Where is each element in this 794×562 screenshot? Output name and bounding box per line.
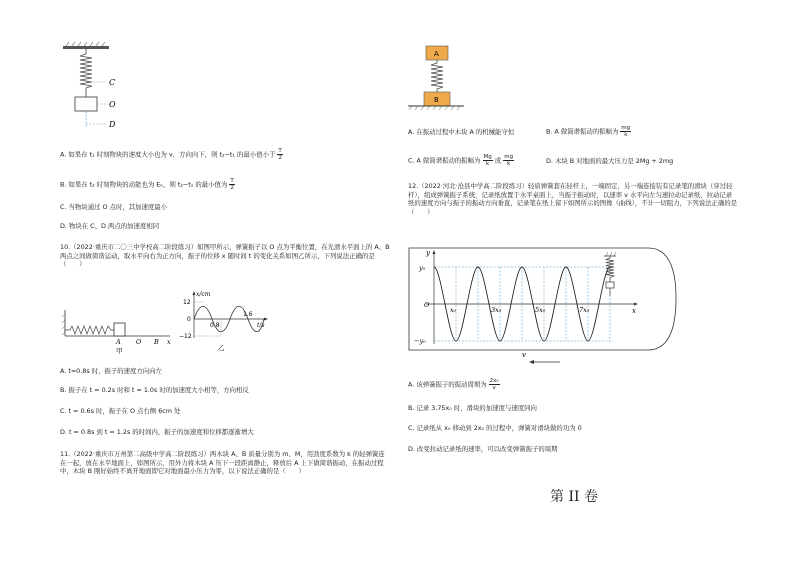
frac-den: k: [507, 161, 511, 167]
option-d-prev: D. 物块在 C、D 两点的加速度相同: [60, 222, 160, 230]
label-a: A: [116, 338, 121, 346]
option-text: A. 如果在 t₁ 时刻物块的速度大小也为 v，方向向下，则 t₂−t₁ 的最小值小于: [60, 150, 276, 159]
y-zero: 0: [187, 316, 191, 323]
frac-den: k: [486, 161, 490, 167]
q12-figure: [408, 246, 678, 364]
fraction: [277, 148, 282, 161]
frac-num: T: [278, 148, 282, 154]
q11-option-a: A. 在振动过程中木块 A 的机械能守恒: [408, 128, 515, 136]
label-x: x: [167, 338, 171, 346]
y-max: 12: [183, 299, 191, 306]
tick-3x0: 3x₀: [491, 306, 502, 314]
tick-5x0: 5x₀: [535, 306, 546, 314]
t-unit: t/s: [257, 322, 265, 329]
caption-jia: 甲: [116, 347, 123, 355]
fraction: [503, 154, 514, 167]
option-text: 或: [494, 156, 502, 165]
spring-coil: [80, 49, 92, 97]
label-a: A: [434, 50, 439, 58]
q10-option-b: B. 振子在 t = 0.2s 时和 t = 1.0s 时的加速度大小相等，方向相反: [60, 386, 249, 394]
q11-option-d: D. 木块 B 对地面的最大压力是 2Mg + 2mg: [546, 157, 674, 165]
frac-den: v: [492, 385, 496, 391]
fraction: [620, 125, 631, 138]
fraction: [229, 178, 234, 191]
q10-option-d: D. t = 0.8s 到 t = 1.2s 的时间内，振子的加速度和位移都逐渐增大: [60, 428, 254, 436]
label-neg-y0: −y₀: [414, 337, 426, 345]
q12-option-d: D. 改变拉动记录纸的速率，可以改变弹簧振子的周期: [408, 445, 558, 453]
q12-option-c: C. 记录纸从 x₀ 移动到 2x₀ 的过程中，弹簧对滑块做的功为 0: [408, 424, 582, 432]
fraction: [489, 378, 500, 391]
slider-pen: [606, 282, 614, 288]
label-c: C: [109, 78, 116, 87]
label-o: O: [424, 301, 430, 309]
option-a-prev: [60, 148, 283, 161]
spring-coil: [431, 60, 443, 92]
arrow-left-icon: [529, 360, 534, 364]
frac-num: T: [230, 178, 234, 184]
spring-figure-1: [58, 42, 178, 132]
ceiling: [63, 46, 109, 49]
q10-figure-a: [60, 308, 180, 358]
frac-den: 2: [230, 185, 234, 191]
option-text: B. A 做简谐振动的振幅为: [546, 127, 619, 136]
tick-x0: x₀: [450, 306, 457, 314]
q11-stem: 11.（2022·重庆市万州第二高级中学高二阶段练习）两木块 A、B 质量分别为 m、M，用劲度系数为 k 的轻弹簧连在一起，放在水平地面上，如图所示，用外力将木块 A 压下一段距离静止，释放后 A 上下做简谐振动，在振动过程中，木块 B 刚好始终不离开地面即它对地面最小压力为零，以下说法正确的是（ ）: [60, 450, 385, 475]
y-unit: x/cm: [196, 291, 211, 298]
option-text: B. 如果在 t₂ 时刻物块的动能也为 Eₖ，则 t₂−t₁ 的最小值为: [60, 180, 228, 189]
horizontal-spring: [65, 326, 114, 334]
frac-den: 2: [278, 155, 282, 161]
tick-7x0: 7x₀: [579, 306, 590, 314]
label-o: O: [136, 338, 142, 346]
label-d: D: [109, 120, 116, 129]
q10-option-c: C. t = 0.6s 时，振子在 O 点右侧 6cm 处: [60, 407, 181, 415]
q12-stem: 12.（2022·河北·沧县中学高二阶段练习）轻质弹簧套在轻杆上，一端固定，另一端连接装有记录笔的滑块（穿过轻杆），组成弹簧振子系统，记录纸放置于水平桌面上，当振子振动时，以速率 v 水平向左匀速拉动记录纸，拉动记录纸的速度方向与振子的振动方向垂直，记录笔在纸上留下如图所示的图像（曲线），不计一切阻力，下列说法正确的是（ ）: [408, 182, 738, 216]
tick-16: 1.6: [243, 311, 253, 318]
option-c-prev: C. 当物块通过 O 点时，其加速度最小: [60, 203, 168, 211]
section-title: 第 II 卷: [550, 489, 598, 505]
q11-figure: [406, 46, 466, 118]
option-text: A. 该弹簧振子的振动周期为: [408, 380, 487, 389]
q10-stem: 10.（2022·重庆市二〇三中学校高二阶段练习）如图甲所示，弹簧振子以 O 点为平衡位置，在光滑水平面上的 A、B 两点之间做简谐运动，取水平向右为正方向，振子的位移 x 随时间 t 的变化关系如图乙所示，下列说法正确的是（ ）: [60, 243, 390, 268]
option-b-prev: [60, 178, 235, 191]
y-min: −12: [179, 333, 192, 340]
q11-option-b: [546, 125, 631, 138]
frac-num: Mg: [483, 154, 492, 160]
q10-figure-b: [176, 290, 286, 360]
q12-option-a: [408, 378, 500, 391]
frac-num: mg: [621, 125, 631, 131]
label-y0: y₀: [419, 264, 426, 272]
frac-den: k: [624, 132, 628, 138]
caption-yi: 乙: [218, 344, 225, 352]
fraction: [483, 154, 493, 167]
label-b: B: [434, 96, 439, 104]
label-v: v: [522, 351, 526, 359]
tick-08: 0.8: [210, 322, 220, 329]
label-b: B: [154, 338, 159, 346]
block: [75, 97, 97, 111]
frac-num: mg: [504, 154, 514, 160]
paper-outline: [409, 248, 676, 350]
q11-option-c: [408, 154, 514, 167]
frac-num: 2x₀: [489, 378, 499, 384]
block: [114, 323, 125, 336]
axis-x: x: [632, 307, 636, 315]
option-text: C. A 做简谐振动的振幅为: [408, 156, 481, 165]
label-o: O: [109, 100, 116, 109]
axis-y: y: [426, 249, 430, 257]
q10-option-a: A. t=0.8s 时，振子的速度方向向左: [60, 367, 163, 375]
q12-option-b: B. 记录 3.75x₀ 时，滑块的加速度与速度同向: [408, 404, 537, 412]
